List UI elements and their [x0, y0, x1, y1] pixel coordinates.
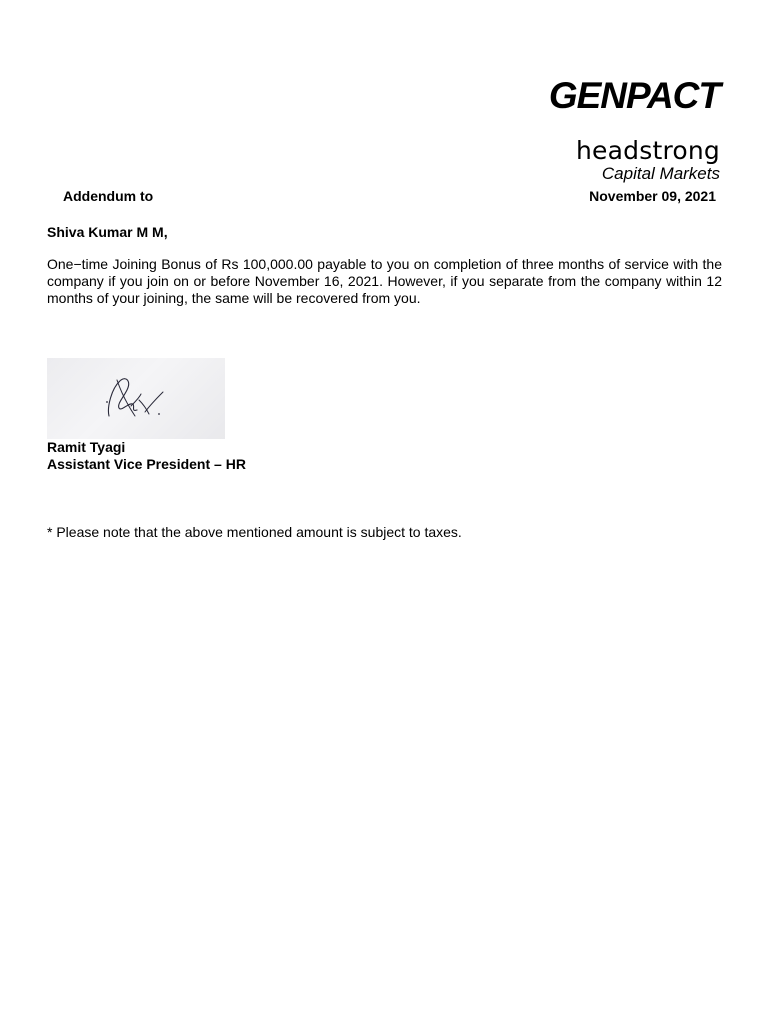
- letter-body: One−time Joining Bonus of Rs 100,000.00 payable to you on completion of three months of service with the company if you join on or before November 16, 2021. However, if you separate from the company within 12 months of your joining, the same will be recovered from you.: [47, 256, 722, 306]
- signatory-title: Assistant Vice President – HR: [47, 456, 246, 472]
- genpact-logo: GENPACT: [548, 75, 720, 116]
- letter-date: November 09, 2021: [589, 188, 716, 204]
- tax-footnote: * Please note that the above mentioned amount is subject to taxes.: [47, 524, 462, 540]
- capital-markets-label: Capital Markets: [601, 164, 720, 183]
- signature-scribble: [47, 358, 225, 439]
- headstrong-logo: headstrong: [576, 136, 720, 165]
- signature-image: [47, 358, 225, 439]
- addendum-label: Addendum to: [63, 188, 154, 204]
- signatory-name: Ramit Tyagi: [47, 439, 126, 455]
- recipient-salutation: Shiva Kumar M M,: [47, 224, 168, 240]
